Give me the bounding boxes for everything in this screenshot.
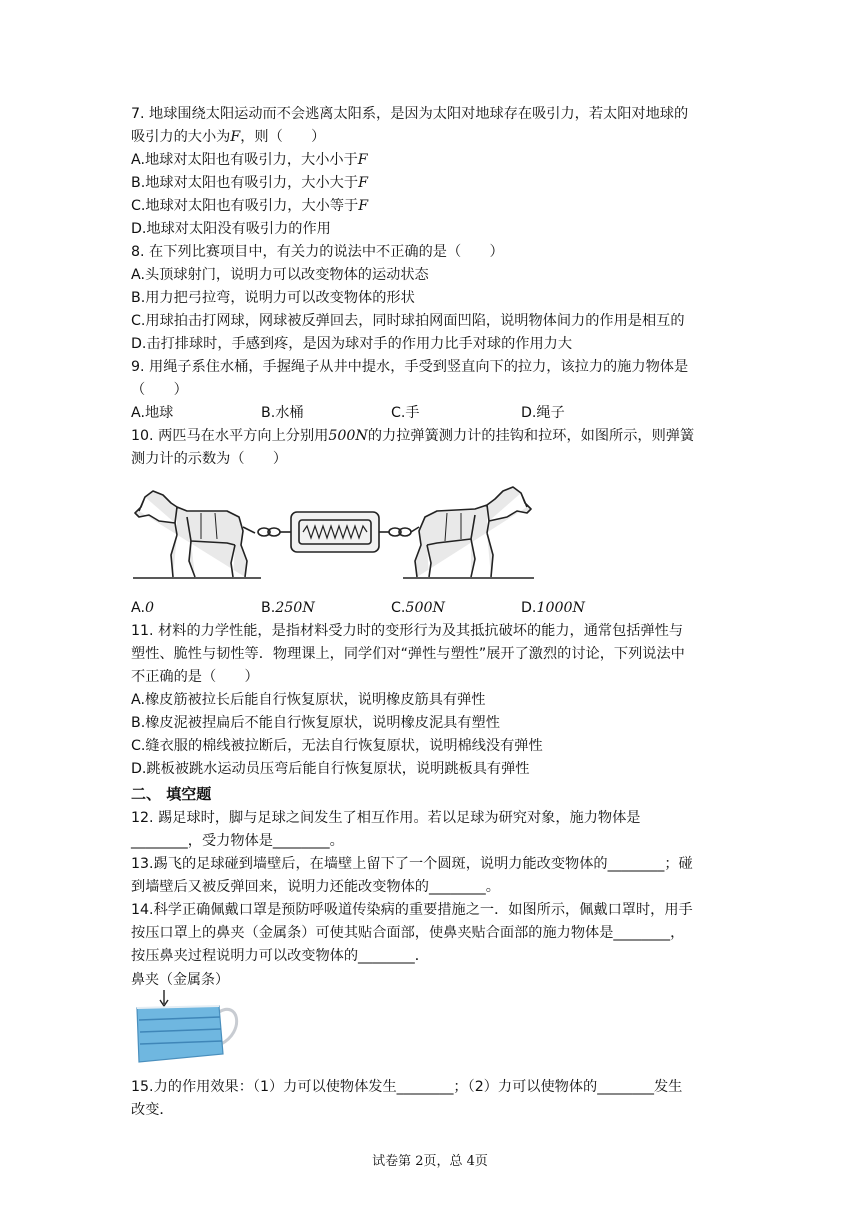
q11-option-a: A.橡皮筋被拉长后能自行恢复原状，说明橡皮筋具有弹性 [131, 692, 486, 708]
question-8 [131, 241, 731, 356]
q11-option-c: C.缝衣服的棉线被拉断后，无法自行恢复原状，说明棉线没有弹性 [131, 738, 543, 754]
q8-stem: 8. 在下列比赛项目中，有关力的说法中不正确的是（ ） [131, 244, 504, 260]
q7-stem-line2: 吸引力的大小为F，则（ ） [131, 129, 326, 145]
q10-options [131, 597, 731, 620]
q11-option-b: B.橡皮泥被捏扁后不能自行恢复原状，说明橡皮泥具有塑性 [131, 715, 500, 731]
q10-stem-line1: 10. 两匹马在水平方向上分别用500N的力拉弹簧测力计的挂钩和拉环，如图所示，则弹簧 [131, 428, 695, 444]
q9-option-c: C.手 [391, 405, 420, 421]
question-12 [131, 807, 731, 853]
question-11 [131, 620, 731, 781]
q8-option-b: B.用力把弓拉弯，说明力可以改变物体的形状 [131, 290, 415, 306]
q11-stem-line1: 11. 材料的力学性能，是指材料受力时的变形行为及其抵抗破坏的能力，通常包括弹性与 [131, 623, 684, 639]
page-footer: 试卷第 2页，总 4页 [372, 1154, 488, 1169]
right-horse-icon [411, 487, 531, 577]
left-horse-icon [135, 491, 255, 577]
q13-line1: 13.踢飞的足球碰到墙壁后，在墙壁上留下了一个圆斑，说明力能改变物体的________；碰 [131, 856, 693, 872]
q12-line2: ________，受力物体是________。 [131, 833, 344, 849]
face-mask-figure [131, 970, 271, 1070]
question-14 [131, 899, 731, 1070]
right-chain [379, 528, 411, 536]
q7-stem-line1: 7. 地球围绕太阳运动而不会逃离太阳系，是因为太阳对地球存在吸引力，若太阳对地球的 [131, 106, 689, 122]
face-mask-icon [131, 970, 271, 1070]
q7-option-a: A.地球对太阳也有吸引力，大小小于F [131, 152, 368, 168]
q10-option-c: C.500N [391, 600, 445, 616]
exam-content [131, 103, 731, 1122]
q9-option-b: B.水桶 [261, 405, 304, 421]
q7-option-c: C.地球对太阳也有吸引力，大小等于F [131, 198, 369, 214]
q9-options [131, 402, 731, 425]
q9-stem-line2: （ ） [131, 382, 188, 398]
question-9 [131, 356, 731, 425]
q9-stem-line1: 9. 用绳子系住水桶，手握绳子从井中提水，手受到竖直向下的拉力，该拉力的施力物体是 [131, 359, 689, 375]
q10-option-a: A.0 [131, 600, 154, 616]
question-15 [131, 1076, 731, 1122]
q10-stem-line2: 测力计的示数为（ ） [131, 451, 288, 467]
q12-line1: 12. 踢足球时，脚与足球之间发生了相互作用。若以足球为研究对象，施力物体是 [131, 810, 641, 826]
q8-option-a: A.头顶球射门，说明力可以改变物体的运动状态 [131, 267, 429, 283]
q10-option-d: D.1000N [521, 600, 585, 616]
q11-stem-line3: 不正确的是（ ） [131, 669, 259, 685]
q8-option-d: D.击打排球时，手感到疼，是因为球对手的作用力比手对球的作用力大 [131, 336, 573, 352]
nose-clip-label: 鼻夹（金属条） [131, 972, 229, 988]
q7-option-d: D.地球对太阳没有吸引力的作用 [131, 221, 331, 237]
q11-stem-line2: 塑性、脆性与韧性等．物理课上，同学们对“弹性与塑性”展开了激烈的讨论，下列说法中 [131, 646, 685, 662]
q9-option-d: D.绳子 [521, 405, 565, 421]
q11-option-d: D.跳板被跳水运动员压弯后能自行恢复原状，说明跳板具有弹性 [131, 761, 530, 777]
question-7 [131, 103, 731, 241]
q9-option-a: A.地球 [131, 405, 174, 421]
q14-line2: 按压口罩上的鼻夹（金属条）可使其贴合面部，使鼻夹贴合面部的施力物体是________， [131, 925, 685, 941]
q7-option-b: B.地球对太阳也有吸引力，大小大于F [131, 175, 368, 191]
question-10 [131, 425, 731, 620]
question-13 [131, 853, 731, 899]
left-chain [258, 528, 291, 536]
section-heading-fill-in: 二、 填空题 [131, 785, 212, 803]
two-horses-spring-scale-figure [131, 477, 536, 585]
q10-option-b: B.250N [261, 600, 315, 616]
q14-line1: 14.科学正确佩戴口罩是预防呼吸道传染病的重要措施之一．如图所示，佩戴口罩时，用手 [131, 902, 693, 918]
spring-scale-icon [291, 512, 379, 552]
q15-line1: 15.力的作用效果：（1）力可以使物体发生________；（2）力可以使物体的________发生 [131, 1079, 683, 1095]
q8-option-c: C.用球拍击打网球，网球被反弹回去，同时球拍网面凹陷，说明物体间力的作用是相互的 [131, 313, 685, 329]
q15-line2: 改变． [131, 1102, 174, 1118]
q14-line3: 按压鼻夹过程说明力可以改变物体的________． [131, 948, 429, 964]
q13-line2: 到墙壁后又被反弹回来，说明力还能改变物体的________。 [131, 879, 500, 895]
